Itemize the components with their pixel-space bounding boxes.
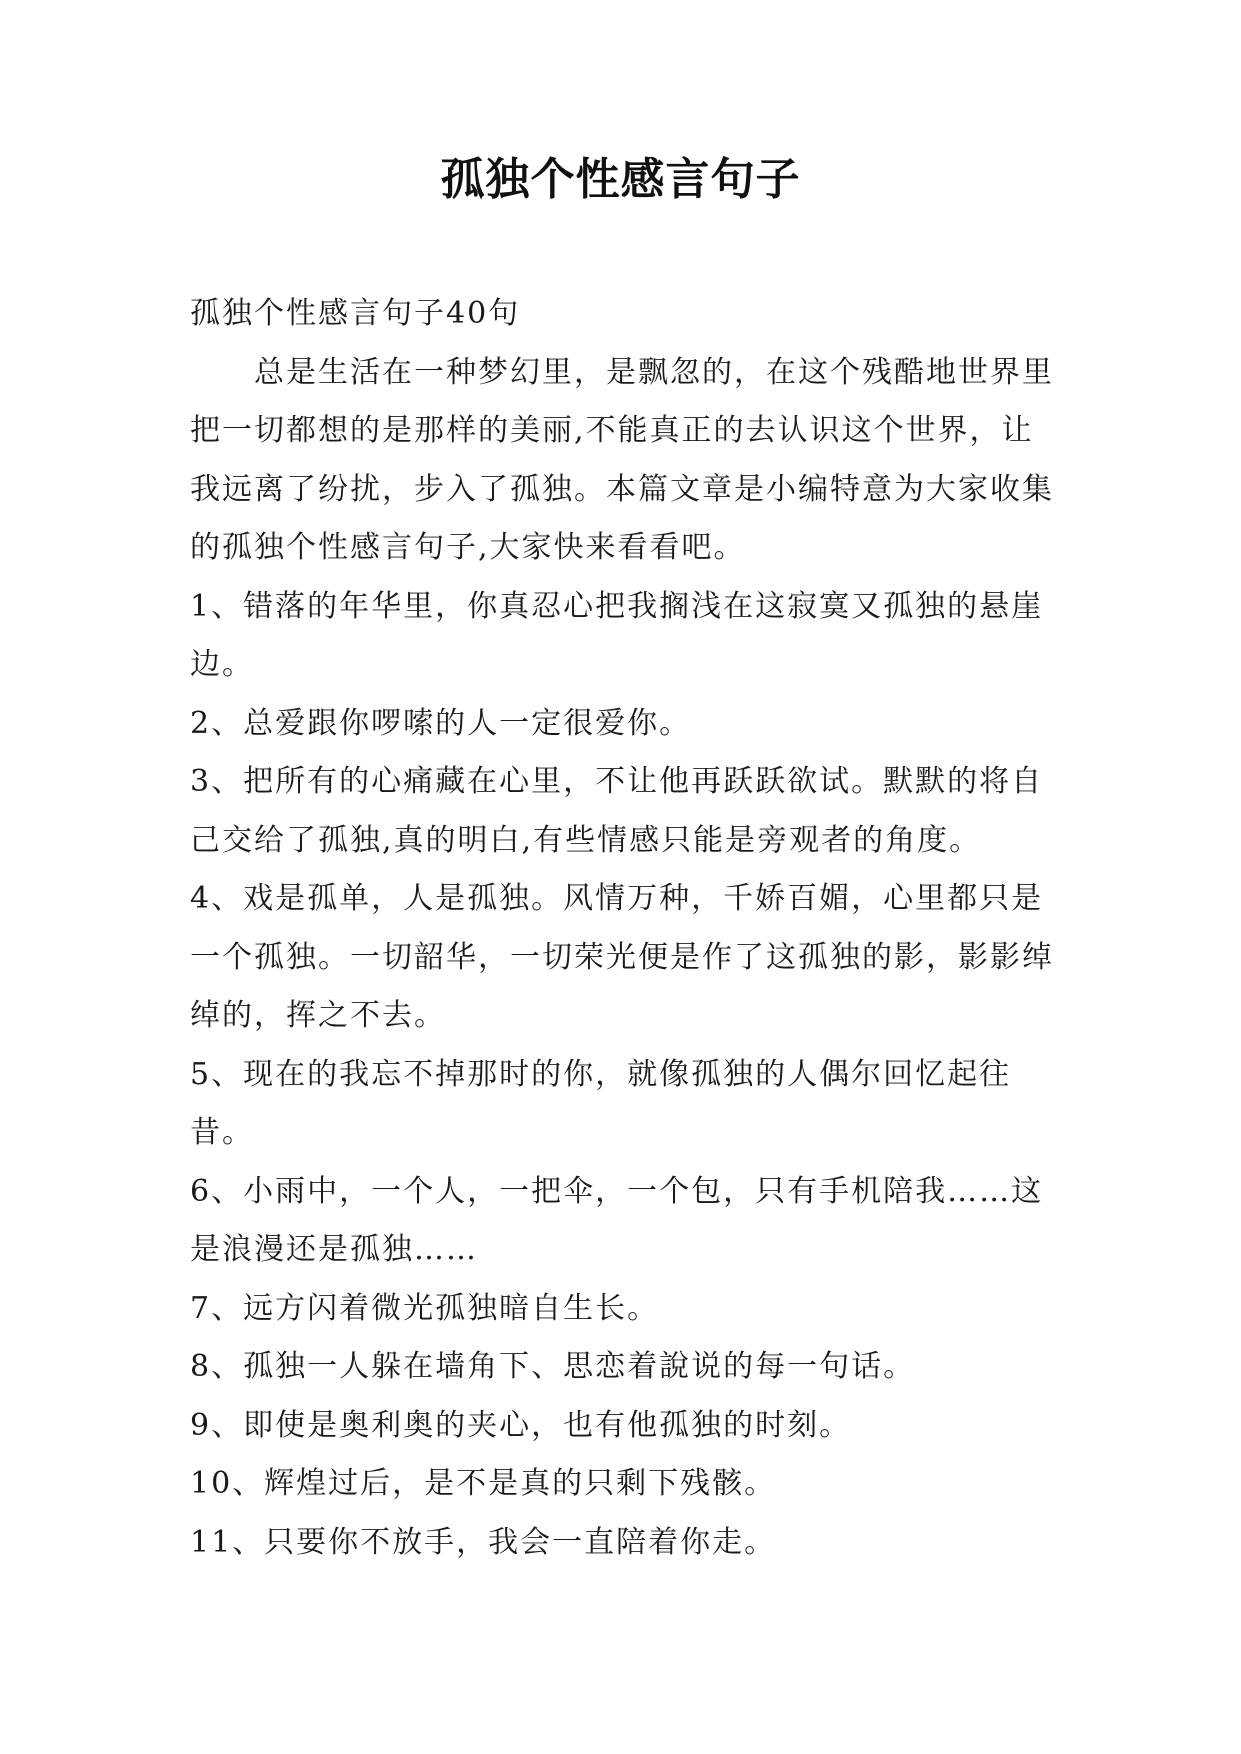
list-item: 8、孤独一人躲在墙角下、思恋着說说的每一句话。 xyxy=(190,1349,916,1384)
list-item: 4、戏是孤单，人是孤独。风情万种，千娇百媚，心里都只是一个孤独。一切韶华，一切荣光便是作了这孤独的影，影影绰绰的，挥之不去。 xyxy=(190,881,1054,1033)
list-item: 9、即使是奥利奥的夹心，也有他孤独的时刻。 xyxy=(190,1407,852,1443)
document-body xyxy=(190,285,1056,1572)
intro-paragraph: 总是生活在一种梦幻里，是飘忽的，在这个残酷地世界里把一切都想的是那样的美丽,不能真正的去认识这个世界，让我远离了纷扰，步入了孤独。本篇文章是小编特意为大家收集的孤独个性感言句子,大家快来看看吧。 xyxy=(190,354,1054,565)
list-item: 7、远方闪着微光孤独暗自生长。 xyxy=(190,1290,660,1326)
list-item: 3、把所有的心痛藏在心里，不让他再跃跃欲试。默默的将自己交给了孤独,真的明白,有些情感只能是旁观者的角度。 xyxy=(190,764,1044,858)
list-item: 1、错落的年华里，你真忍心把我搁浅在这寂寞又孤独的悬崖边。 xyxy=(190,588,1044,682)
list-item: 11、只要你不放手，我会一直陪着你走。 xyxy=(190,1524,777,1560)
list-item: 5、现在的我忘不掉那时的你，就像孤独的人偶尔回忆起往昔。 xyxy=(190,1056,1012,1150)
document-subtitle: 孤独个性感言句子40句 xyxy=(190,296,521,331)
list-item: 2、总爱跟你啰嗦的人一定很爱你。 xyxy=(190,705,692,741)
list-item: 10、辉煌过后，是不是真的只剩下残骸。 xyxy=(190,1466,777,1501)
document-title: 孤独个性感言句子 xyxy=(440,154,801,205)
list-item: 6、小雨中，一个人，一把伞，一个包，只有手机陪我……这是浪漫还是孤独…… xyxy=(190,1173,1044,1267)
